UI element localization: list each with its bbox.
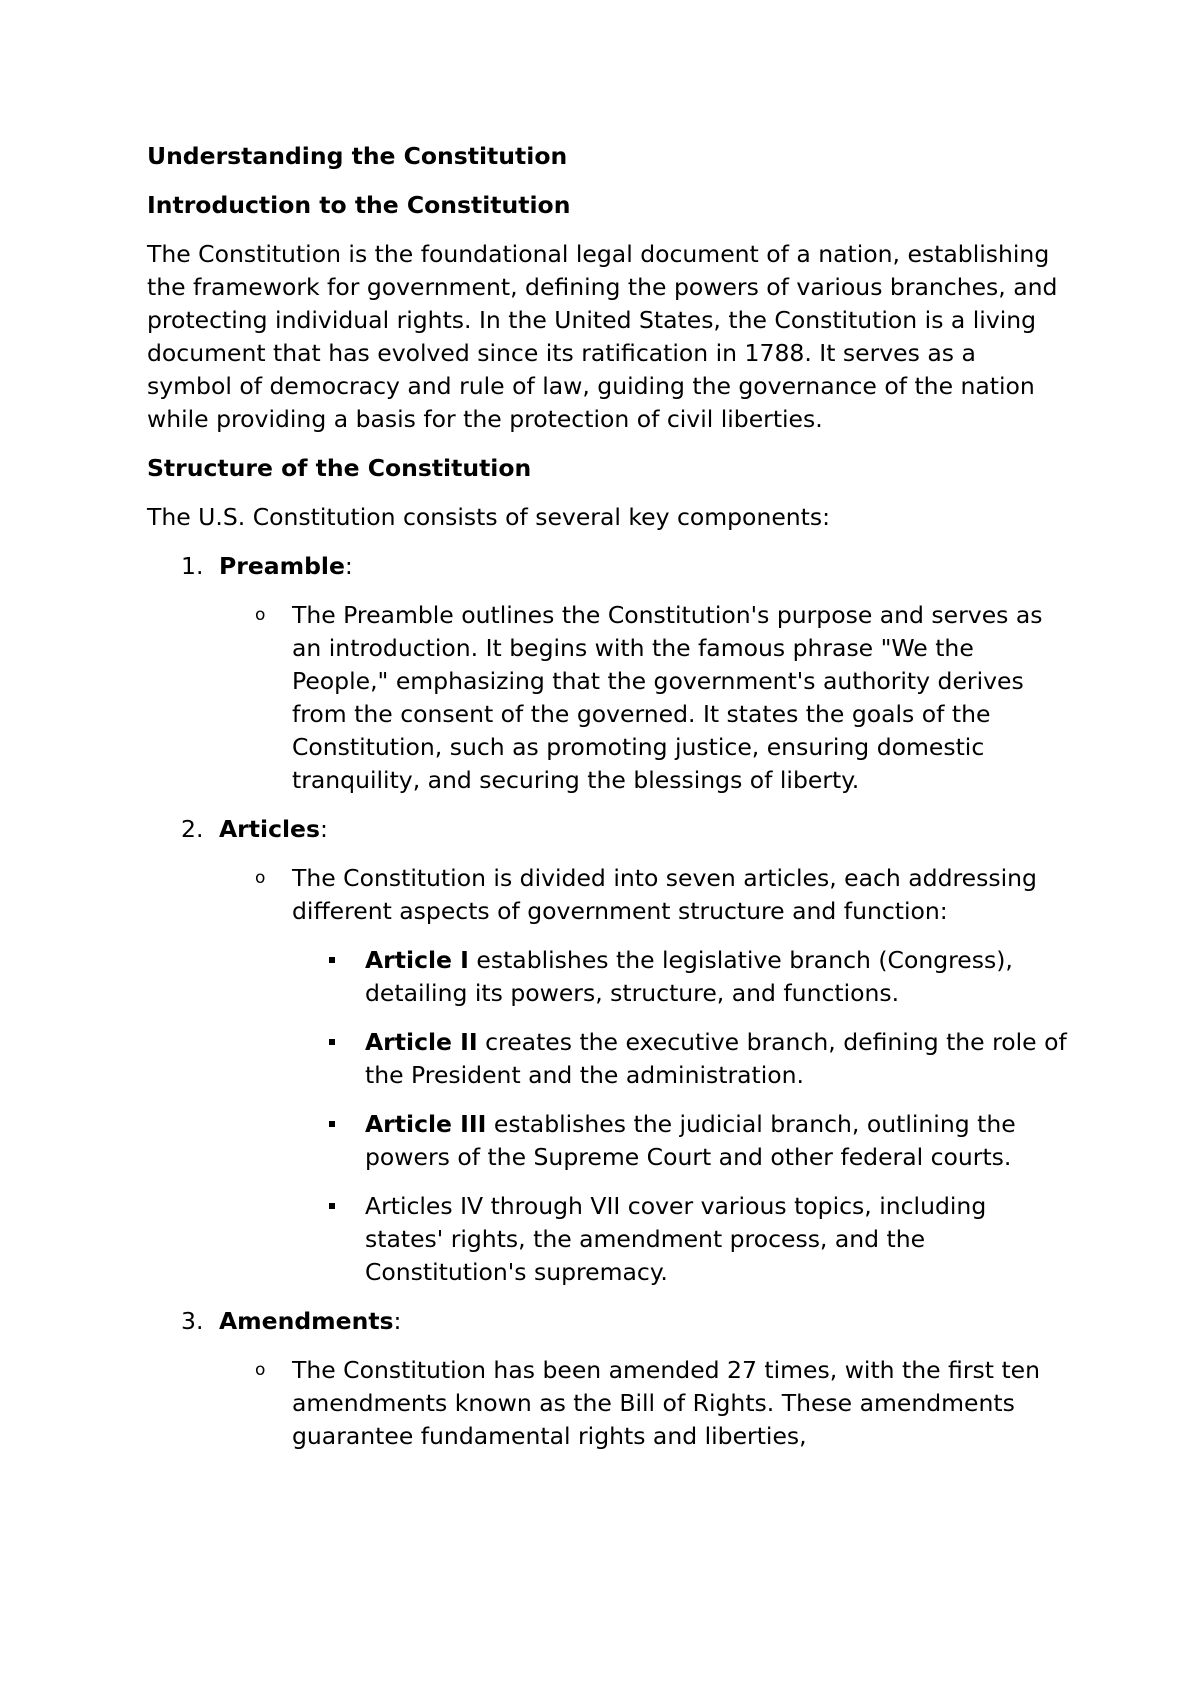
sub-item-text: The Constitution has been amended 27 times, with the first ten amendments known as the Bill of Rights. These amendments guarantee fundamental rights and liberties, bbox=[292, 1356, 1041, 1450]
document-title: Understanding the Constitution bbox=[147, 142, 568, 170]
structure-intro: The U.S. Constitution consists of several key components: bbox=[147, 503, 831, 531]
list-number: 3. bbox=[181, 1307, 204, 1335]
list-item-suffix: : bbox=[319, 815, 328, 843]
list-number: 1. bbox=[181, 552, 204, 580]
list-item-title: Articles bbox=[219, 815, 320, 843]
bullet-text: creates the executive branch, defining the role of the President and the administration. bbox=[365, 1028, 1067, 1089]
bullet-articles-iv-vii bbox=[147, 1190, 1067, 1289]
sub-item-amendments bbox=[147, 1354, 1067, 1453]
intro-heading: Introduction to the Constitution bbox=[147, 191, 571, 219]
bullet-article-ii bbox=[147, 1026, 1067, 1092]
list-item-amendments bbox=[147, 1305, 1067, 1338]
circle-bullet-icon: o bbox=[255, 1360, 266, 1380]
circle-bullet-icon: o bbox=[255, 868, 266, 888]
bullet-article-i bbox=[147, 944, 1067, 1010]
sub-item-text: The Preamble outlines the Constitution's purpose and serves as an introduction. It begins with the famous phrase "We the People," emphasizing that the government's authority derives from the consent of the governed. It states the goals of the Constitution, such as promoting justice, ensuring domestic tranquility, and securing the blessings of liberty. bbox=[292, 601, 1043, 794]
document-page bbox=[147, 140, 1067, 1469]
intro-paragraph: The Constitution is the foundational legal document of a nation, establishing the framework for government, defining the powers of various branches, and protecting individual rights. In the United States, the Constitution is a living document that has evolved since its ratification in 1788. It serves as a symbol of democracy and rule of law, guiding the governance of the nation while providing a basis for the protection of civil liberties. bbox=[147, 240, 1058, 433]
square-bullet-icon bbox=[329, 957, 335, 963]
list-item-title: Preamble bbox=[219, 552, 345, 580]
list-item-articles bbox=[147, 813, 1067, 846]
sub-item-text: The Constitution is divided into seven articles, each addressing different aspects of government structure and function: bbox=[292, 864, 1037, 925]
bullet-bold-text: Article III bbox=[365, 1110, 487, 1138]
structure-heading: Structure of the Constitution bbox=[147, 454, 532, 482]
list-item-suffix: : bbox=[393, 1307, 402, 1335]
list-number: 2. bbox=[181, 815, 204, 843]
bullet-text: Articles IV through VII cover various topics, including states' rights, the amendment process, and the Constitution's supremacy. bbox=[365, 1192, 987, 1286]
square-bullet-icon bbox=[329, 1039, 335, 1045]
bullet-text: establishes the legislative branch (Congress), detailing its powers, structure, and functions. bbox=[365, 946, 1013, 1007]
sub-item-preamble bbox=[147, 599, 1067, 797]
bullet-text: establishes the judicial branch, outlining the powers of the Supreme Court and other federal courts. bbox=[365, 1110, 1016, 1171]
list-item-preamble bbox=[147, 550, 1067, 583]
circle-bullet-icon: o bbox=[255, 605, 266, 625]
bullet-bold-text: Article II bbox=[365, 1028, 478, 1056]
bullet-bold-text: Article I bbox=[365, 946, 469, 974]
list-item-suffix: : bbox=[344, 552, 353, 580]
sub-item-articles bbox=[147, 862, 1067, 928]
bullet-article-iii bbox=[147, 1108, 1067, 1174]
square-bullet-icon bbox=[329, 1121, 335, 1127]
square-bullet-icon bbox=[329, 1203, 335, 1209]
list-item-title: Amendments bbox=[219, 1307, 394, 1335]
